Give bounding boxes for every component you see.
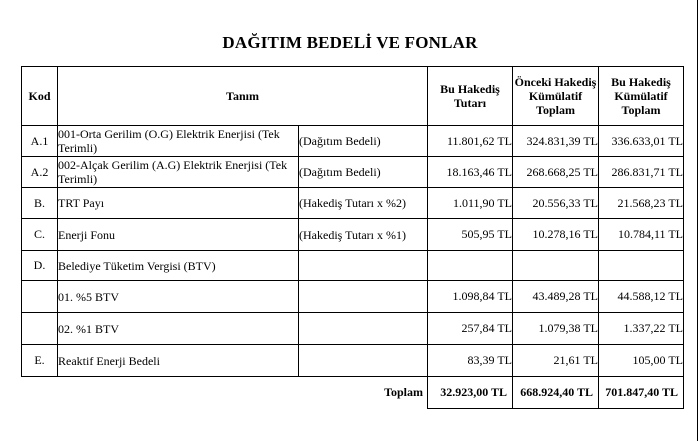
row-onceki: 1.079,38 TL: [513, 313, 599, 345]
total-row: [22, 377, 684, 409]
row-hesap: [299, 345, 428, 377]
row-onceki: 324.831,39 TL: [513, 126, 599, 157]
row-kumulatif: [599, 251, 684, 281]
row-tutar: 18.163,46 TL: [428, 157, 513, 188]
table-row: [22, 251, 684, 281]
row-tutar: 83,39 TL: [428, 345, 513, 377]
row-tanim: Belediye Tüketim Vergisi (BTV): [58, 251, 299, 281]
row-onceki: 21,61 TL: [513, 345, 599, 377]
row-hesap: [299, 281, 428, 313]
row-kumulatif: 10.784,11 TL: [599, 219, 684, 251]
total-label: Toplam: [384, 385, 423, 400]
header-kod: Kod: [22, 67, 58, 126]
row-hesap: (Hakediş Tutarı x %2): [299, 188, 428, 219]
row-kumulatif: 1.337,22 TL: [599, 313, 684, 345]
page-edge-line: [697, 0, 698, 441]
row-tanim: Enerji Fonu: [58, 219, 299, 251]
page-title: DAĞITIM BEDELİ VE FONLAR: [222, 33, 478, 52]
row-tanim: 01. %5 BTV: [58, 281, 299, 313]
table-row: [22, 188, 684, 219]
table-row: [22, 219, 684, 251]
row-kumulatif: 286.831,71 TL: [599, 157, 684, 188]
row-kumulatif: 336.633,01 TL: [599, 126, 684, 157]
row-hesap: [299, 313, 428, 345]
table-row: [22, 313, 684, 345]
row-hesap: (Dağıtım Bedeli): [299, 157, 428, 188]
row-tutar: [428, 251, 513, 281]
distribution-fee-table: [21, 66, 684, 409]
header-bu-kumulatif: Bu Hakediş Kümülatif Toplam: [599, 67, 684, 126]
table-row: [22, 126, 684, 157]
row-kod: A.1: [22, 126, 58, 157]
row-tutar: 257,84 TL: [428, 313, 513, 345]
row-tutar: 1.011,90 TL: [428, 188, 513, 219]
table-row: [22, 281, 684, 313]
row-kod: E.: [22, 345, 58, 377]
table-body: [22, 67, 684, 409]
row-tanim: TRT Payı: [58, 188, 299, 219]
row-kumulatif: 21.568,23 TL: [599, 188, 684, 219]
row-hesap: (Dağıtım Bedeli): [299, 126, 428, 157]
row-hesap: (Hakediş Tutarı x %1): [299, 219, 428, 251]
row-tutar: 505,95 TL: [428, 219, 513, 251]
row-kod: C.: [22, 219, 58, 251]
row-onceki: 20.556,33 TL: [513, 188, 599, 219]
header-tanim: Tanım: [58, 67, 428, 126]
row-onceki: [513, 251, 599, 281]
row-kod: A.2: [22, 157, 58, 188]
total-tutar: 32.923,00 TL: [428, 377, 513, 409]
row-tanim: Reaktif Enerji Bedeli: [58, 345, 299, 377]
row-tutar: 1.098,84 TL: [428, 281, 513, 313]
row-onceki: 10.278,16 TL: [513, 219, 599, 251]
row-kod: [22, 281, 58, 313]
row-onceki: 268.668,25 TL: [513, 157, 599, 188]
row-kumulatif: 105,00 TL: [599, 345, 684, 377]
row-tanim: 002-Alçak Gerilim (A.G) Elektrik Enerjisi (Tek Terimli): [58, 157, 299, 188]
table-row: [22, 157, 684, 188]
row-kumulatif: 44.588,12 TL: [599, 281, 684, 313]
row-kod: [22, 313, 58, 345]
row-kod: B.: [22, 188, 58, 219]
header-row: [22, 67, 684, 126]
row-hesap: [299, 251, 428, 281]
total-kumulatif: 701.847,40 TL: [599, 377, 684, 409]
row-tanim: 001-Orta Gerilim (O.G) Elektrik Enerjisi (Tek Terimli): [58, 126, 299, 157]
row-onceki: 43.489,28 TL: [513, 281, 599, 313]
total-onceki: 668.924,40 TL: [513, 377, 599, 409]
header-hakedis-tutari: Bu Hakediş Tutarı: [428, 67, 513, 126]
row-kod: D.: [22, 251, 58, 281]
row-tanim: 02. %1 BTV: [58, 313, 299, 345]
header-onceki-kumulatif: Önceki Hakediş Kümülatif Toplam: [513, 67, 599, 126]
row-tutar: 11.801,62 TL: [428, 126, 513, 157]
table-row: [22, 345, 684, 377]
